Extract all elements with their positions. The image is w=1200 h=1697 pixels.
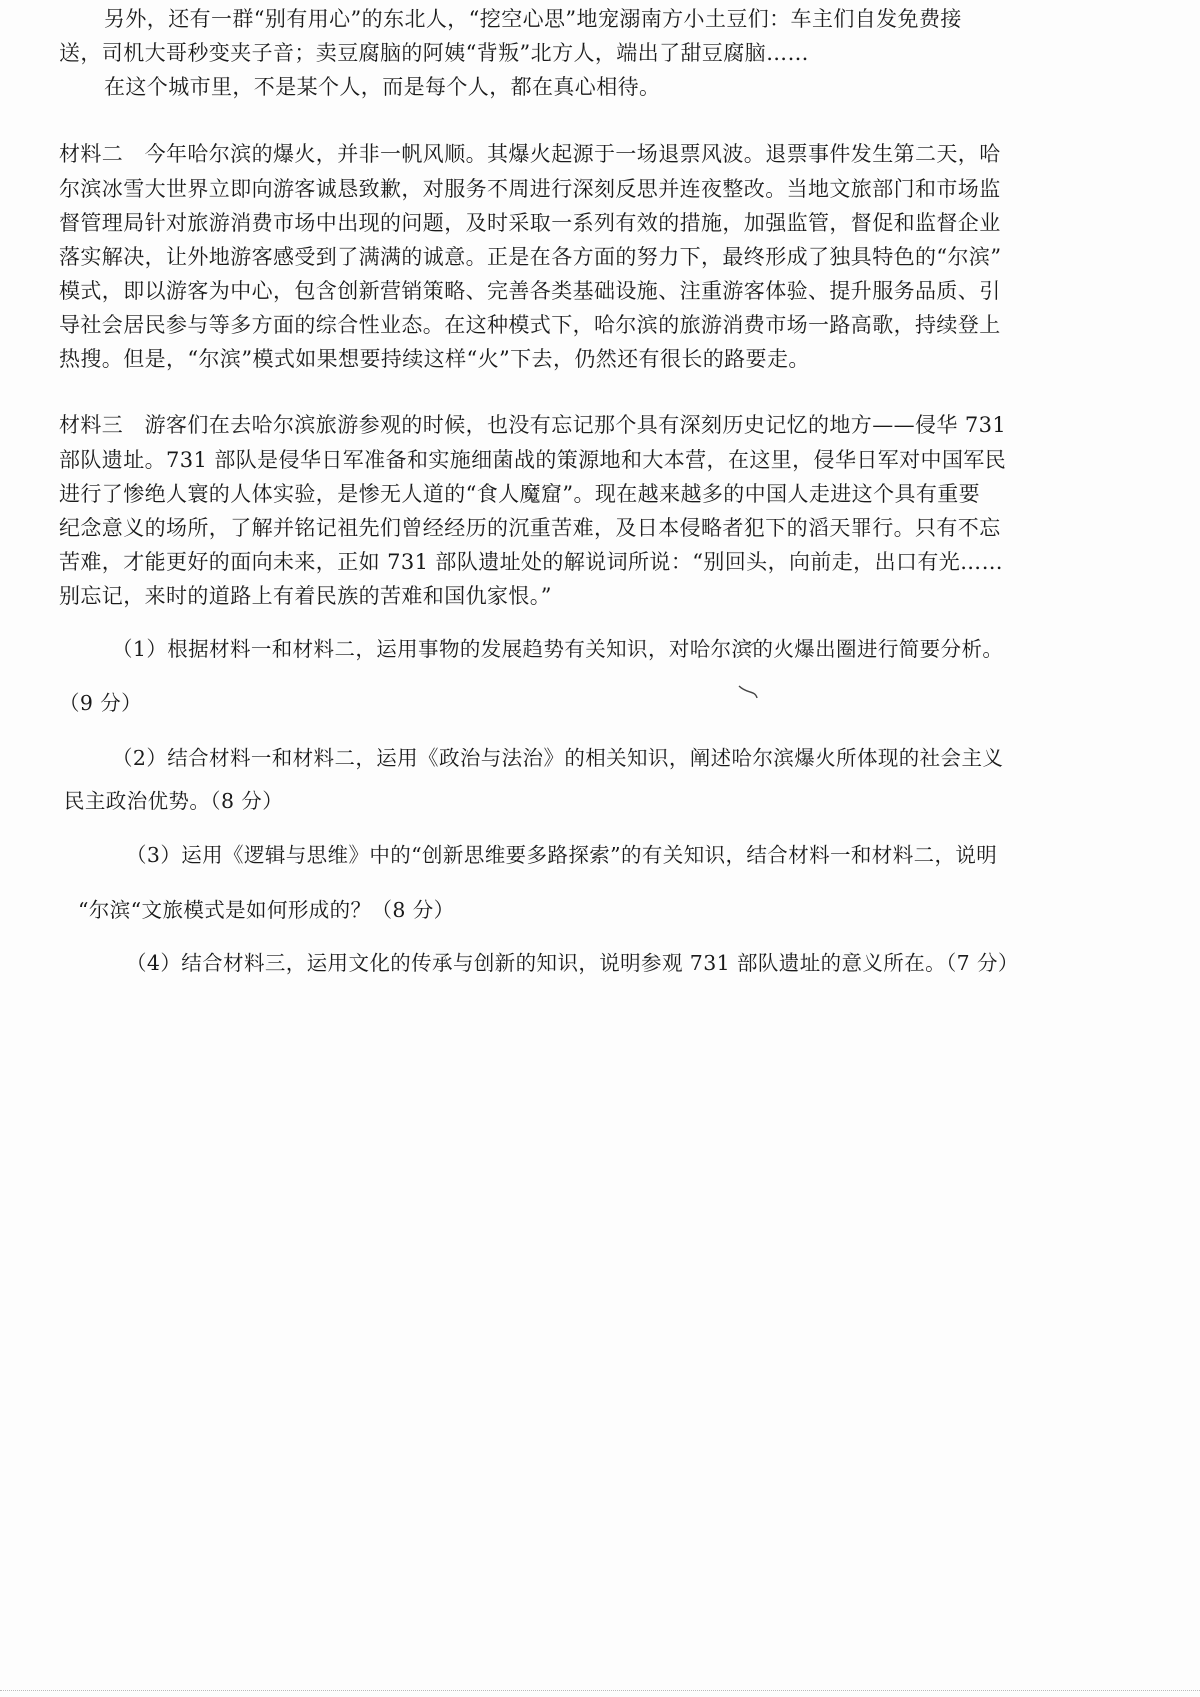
text-line: 尔滨冰雪大世界立即向游客诚恳致歉，对服务不周进行深刻反思并连夜整改。当地文旅部门和市场监	[59, 177, 1001, 201]
text-line: 导社会居民参与等多方面的综合性业态。在这种模式下，哈尔滨的旅游消费市场一路高歌，持续登上	[59, 313, 1001, 337]
text-line: 在这个城市里，不是某个人，而是每个人，都在真心相待。	[104, 75, 661, 99]
question-text: 民主政治优势。（8 分）	[64, 789, 284, 813]
text-line: 苦难，才能更好的面向未来，正如 731 部队遗址处的解说词所说：“别回头，向前走，出口有光……	[59, 550, 1003, 574]
question-text: （2）结合材料一和材料二，运用《政治与法治》的相关知识，阐述哈尔滨爆火所体现的社会主义	[112, 746, 1004, 770]
text-line: 模式，即以游客为中心，包含创新营销策略、完善各类基础设施、注重游客体验、提升服务品质、引	[59, 279, 1001, 303]
text-line: 督管理局针对旅游消费市场中出现的问题，及时采取一系列有效的措施，加强监管，督促和监督企业	[59, 211, 1001, 235]
text-line: 进行了惨绝人寰的人体实验，是惨无人道的“食人魔窟”。现在越来越多的中国人走进这个具有重要	[59, 482, 981, 506]
text-line: 材料二 今年哈尔滨的爆火，并非一帆风顺。其爆火起源于一场退票风波。退票事件发生第二天，哈	[59, 142, 1001, 166]
text-line: 部队遗址。731 部队是侵华日军准备和实施细菌战的策源地和大本营，在这里，侵华日军对中国军民	[59, 448, 1007, 472]
text-line: 别忘记，来时的道路上有着民族的苦难和国仇家恨。”	[59, 584, 552, 608]
text-line: 热搜。但是，“尔滨”模式如果想要持续这样“火”下去，仍然还有很长的路要走。	[59, 347, 810, 371]
text-line: 另外，还有一群“别有用心”的东北人，“挖空心思”地宠溺南方小土豆们：车主们自发免费接	[104, 7, 962, 31]
question-score: （9 分）	[59, 691, 143, 715]
text-line: 纪念意义的场所，了解并铭记祖先们曾经经历的沉重苦难，及日本侵略者犯下的滔天罪行。只有不忘	[59, 516, 1001, 540]
text-line: 落实解决，让外地游客感受到了满满的诚意。正是在各方面的努力下，最终形成了独具特色的“尔滨”	[59, 245, 1002, 269]
question-text: （3）运用《逻辑与思维》中的“创新思维要多路探索”的有关知识，结合材料一和材料二，说明	[126, 843, 998, 867]
question-text: “尔滨“文旅模式是如何形成的？（8 分）	[78, 898, 455, 922]
scribble-icon	[735, 680, 795, 740]
text-line: 送，司机大哥秒变夹子音；卖豆腐脑的阿姨“背叛”北方人，端出了甜豆腐脑……	[59, 41, 809, 65]
page-edge-divider	[0, 1690, 1200, 1693]
pen-mark-icon	[745, 640, 755, 650]
question-text: （4）结合材料三，运用文化的传承与创新的知识，说明参观 731 部队遗址的意义所在。（7 分）	[126, 951, 1019, 975]
text-line: 材料三 游客们在去哈尔滨旅游参观的时候，也没有忘记那个具有深刻历史记忆的地方——侵华 731	[59, 413, 1007, 437]
question-text: （1）根据材料一和材料二，运用事物的发展趋势有关知识，对哈尔滨的火爆出圈进行简要分析。	[112, 637, 1004, 661]
